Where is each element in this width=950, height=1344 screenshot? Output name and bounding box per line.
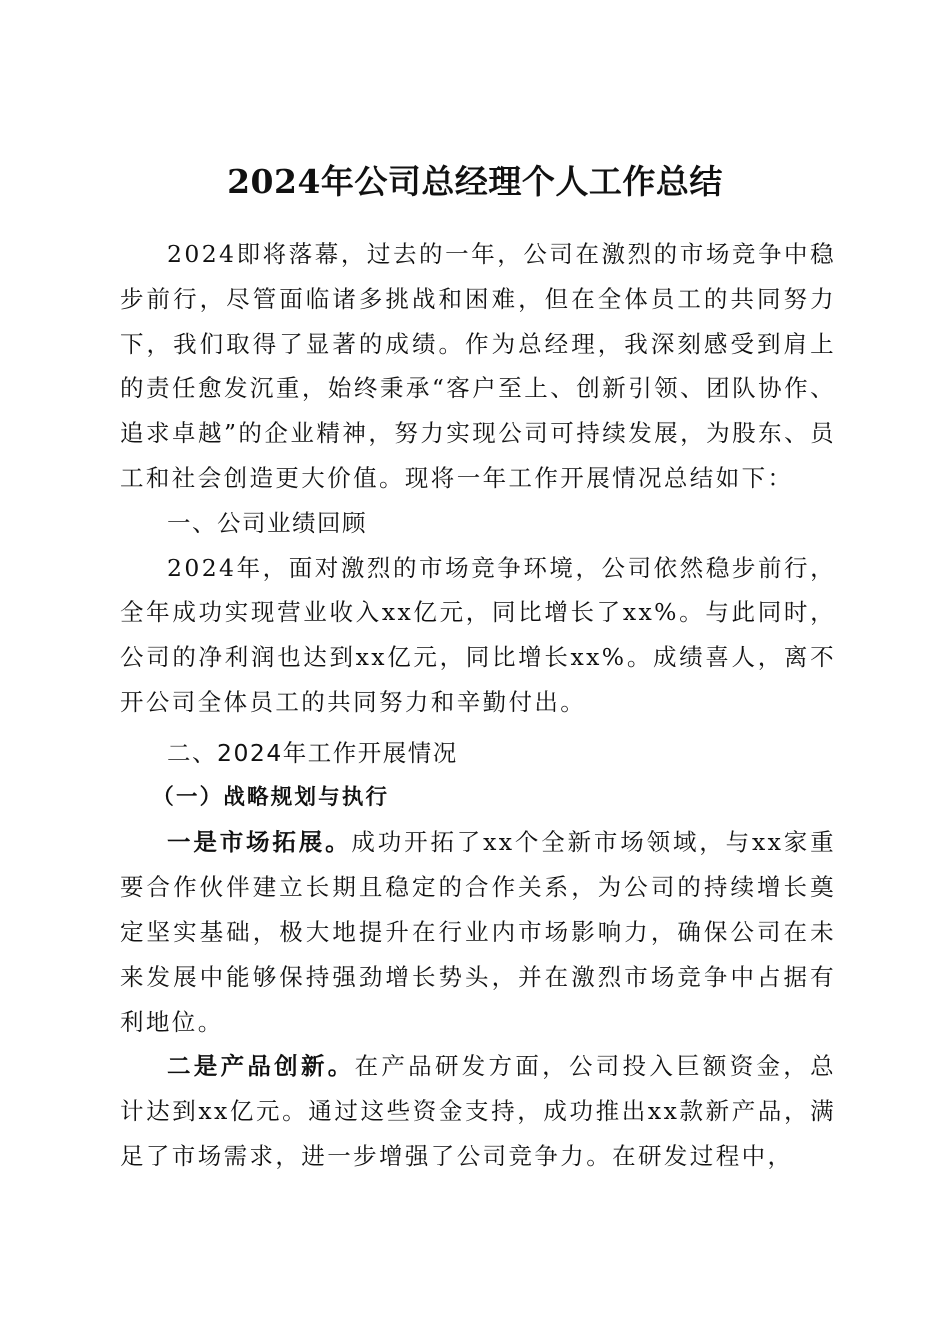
document-title: 2024年公司总经理个人工作总结 [227,162,723,202]
market-expansion-text: 成功开拓了xx个全新市场领域，与xx家重要合作伙伴建立长期且稳定的合作关系，为公司的持续增长奠定坚实基础，极大地提升在行业内市场影响力，确保公司在未来发展中能够保持强劲增长势头，并在激烈市场竞争中占据有利地位。 [120,828,836,1036]
section-heading-work-progress: 二、2024年工作开展情况 [167,738,458,767]
product-innovation-paragraph [120,1044,836,1178]
intro-paragraph: 2024即将落幕，过去的一年，公司在激烈的市场竞争中稳步前行，尽管面临诸多挑战和困难，但在全体员工的共同努力下，我们取得了显著的成绩。作为总经理，我深刻感受到肩上的责任愈发沉重，始终秉承“客户至上、创新引领、团队协作、追求卓越”的企业精神，努力实现公司可持续发展，为股东、员工和社会创造更大价值。现将一年工作开展情况总结如下： [120,240,836,492]
performance-paragraph: 2024年，面对激烈的市场竞争环境，公司依然稳步前行，全年成功实现营业收入xx亿元，同比增长了xx%。与此同时，公司的净利润也达到xx亿元，同比增长xx%。成绩喜人，离不开公司全体员工的共同努力和辛勤付出。 [120,553,836,716]
product-innovation-text: 在产品研发方面，公司投入巨额资金，总计达到xx亿元。通过这些资金支持，成功推出xx款新产品，满足了市场需求，进一步增强了公司竞争力。在研发过程中， [120,1052,836,1170]
document-body [120,232,836,1179]
subsection-heading-strategy: （一）战略规划与执行 [152,784,390,810]
section-heading-performance-review: 一、公司业绩回顾 [167,508,367,537]
product-innovation-lead: 二是产品创新。 [167,1052,355,1081]
market-expansion-paragraph [120,820,836,1044]
market-expansion-lead: 一是市场拓展。 [167,828,352,857]
